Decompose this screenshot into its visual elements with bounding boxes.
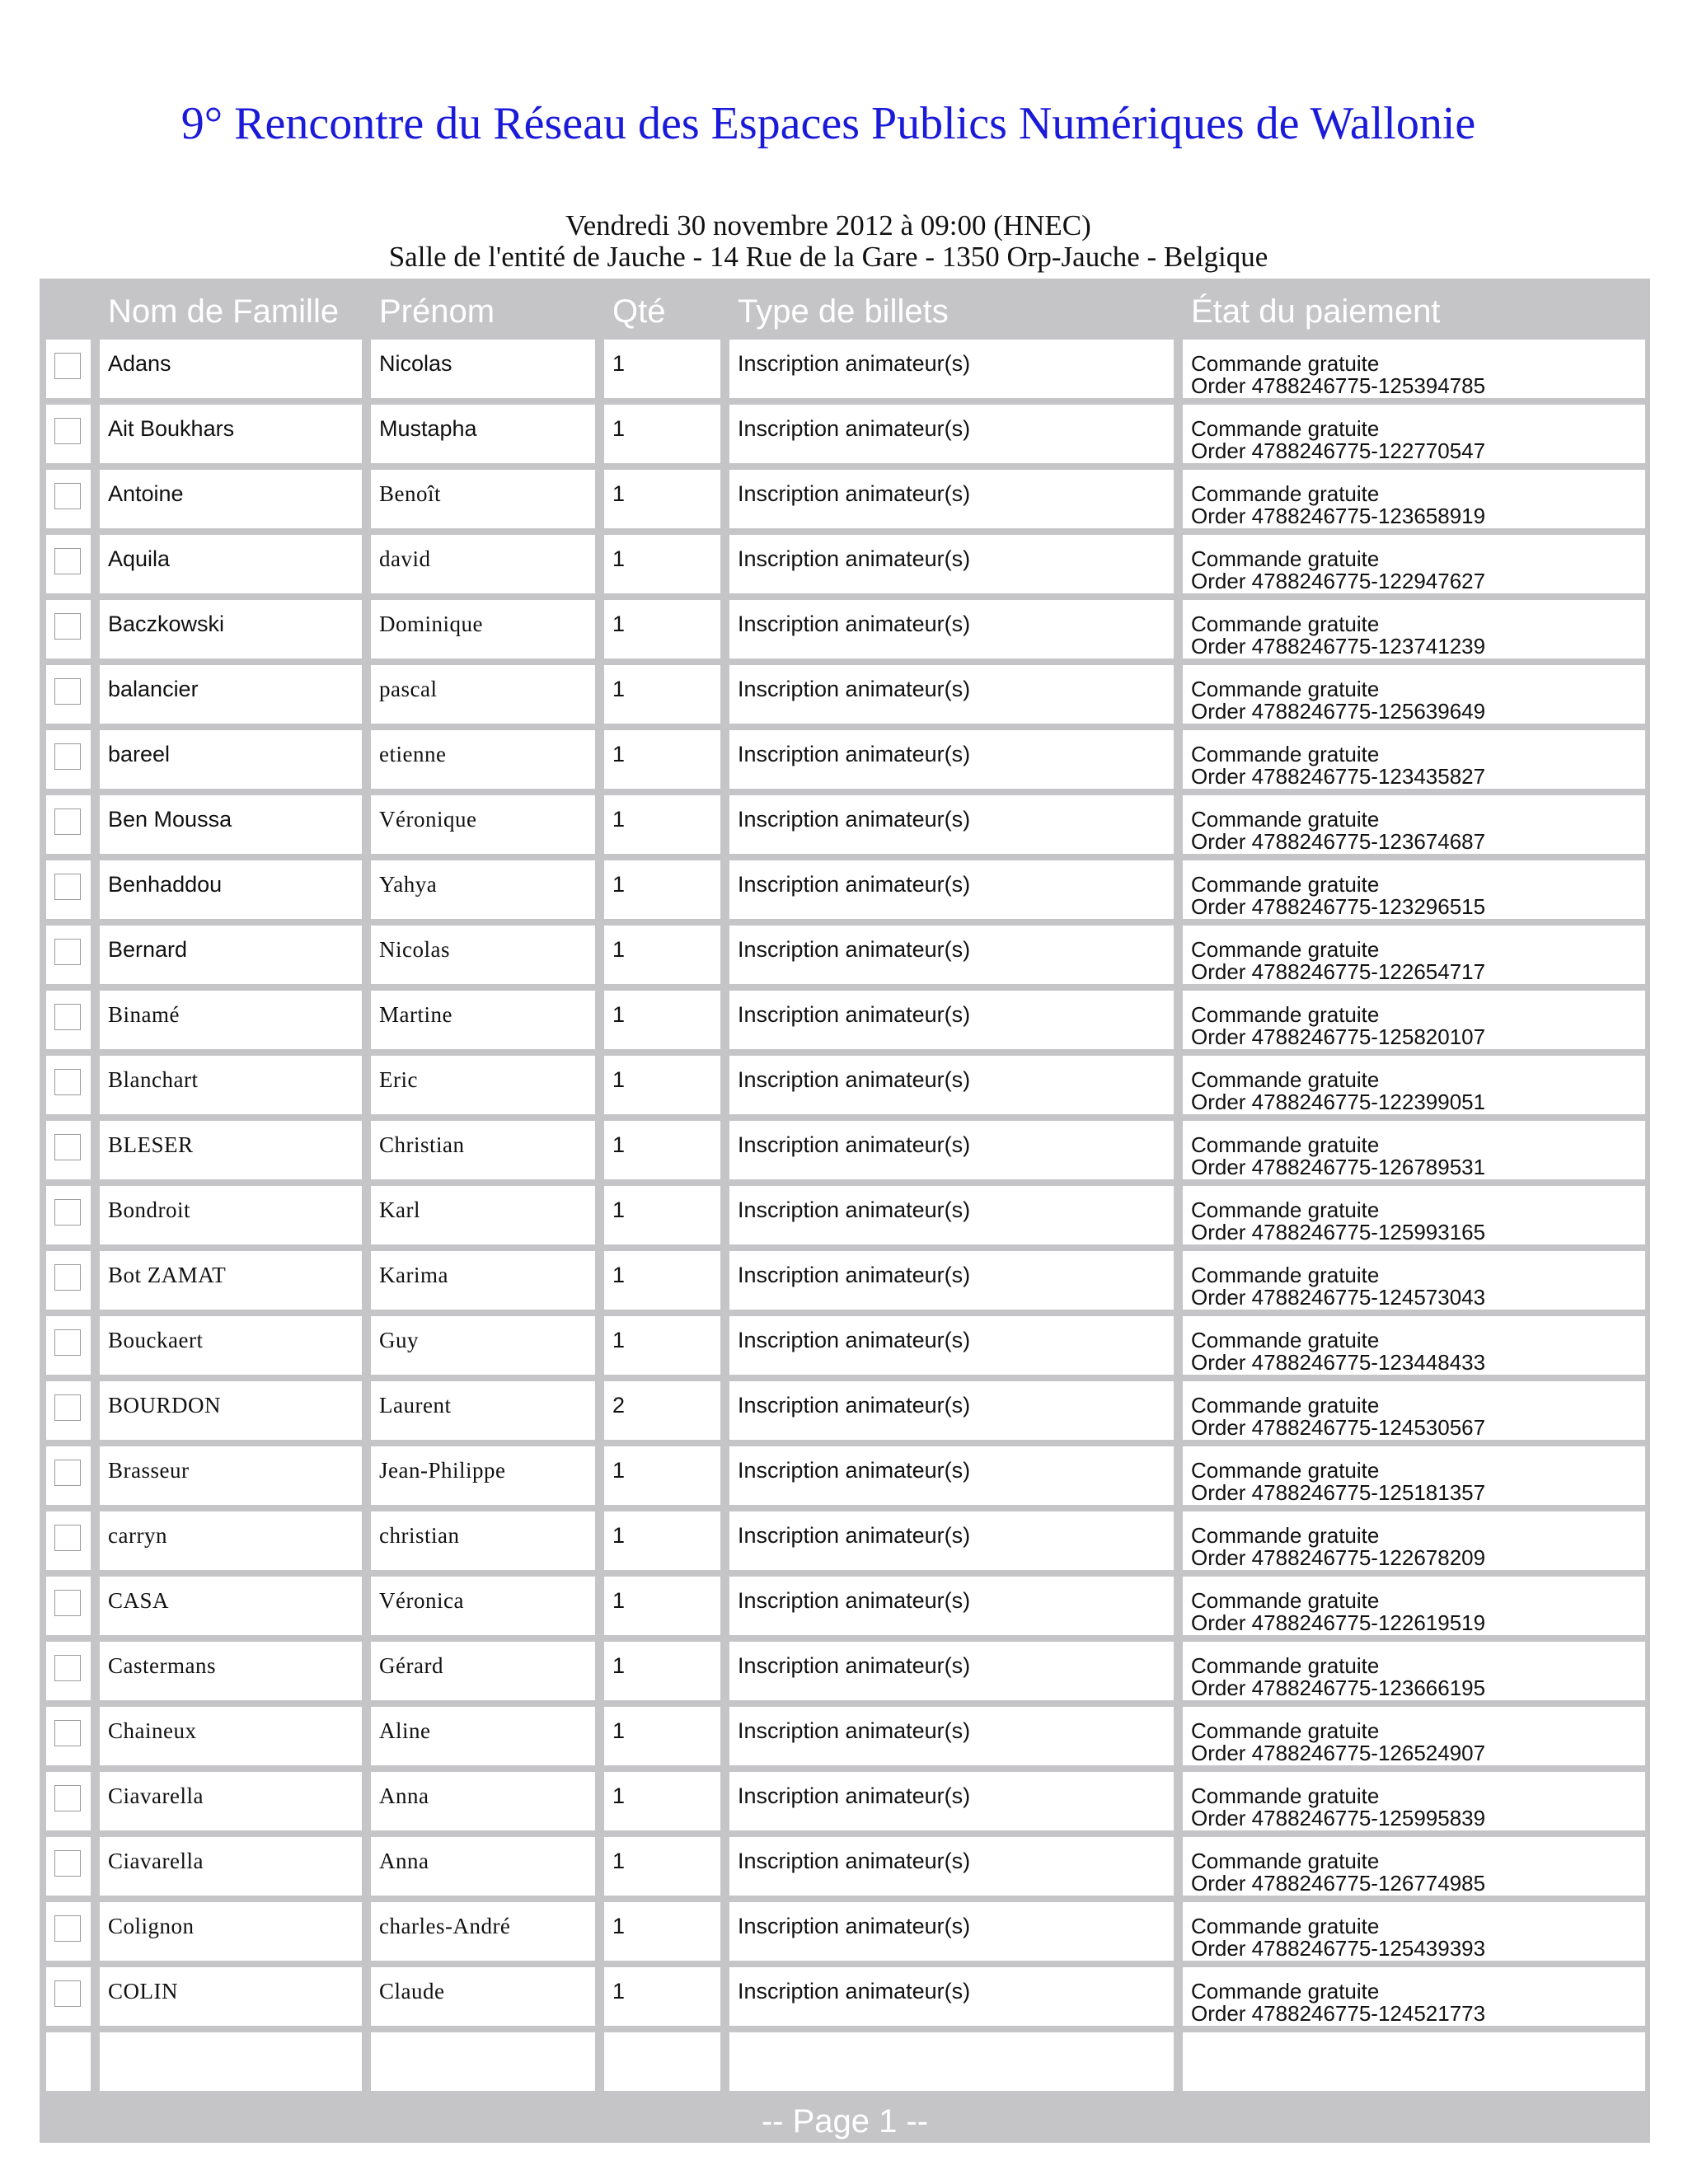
payment-status-cell <box>1183 1902 1645 1961</box>
payment-status-cell <box>1183 1056 1645 1114</box>
checkbox-cell <box>46 926 91 984</box>
order-number: Order 4788246775-126789531 <box>1191 1155 1486 1179</box>
payment-status-cell <box>1183 340 1645 398</box>
last-name-cell: Bot ZAMAT <box>100 1251 362 1310</box>
payment-status-cell <box>1183 535 1645 593</box>
order-number: Order 4788246775-124573043 <box>1191 1285 1486 1310</box>
payment-status-text: Commande gratuite <box>1191 1197 1380 1222</box>
qty-cell: 1 <box>604 1316 720 1375</box>
payment-status-cell <box>1183 1577 1645 1635</box>
attendee-checkbox[interactable] <box>54 1655 81 1681</box>
first-name-cell: Martine <box>371 991 595 1049</box>
payment-status-text: Commande gratuite <box>1191 1523 1380 1548</box>
attendee-checkbox[interactable] <box>54 1915 81 1942</box>
payment-status-cell <box>1183 1251 1645 1310</box>
order-number: Order 4788246775-123435827 <box>1191 764 1486 789</box>
checkbox-cell <box>46 1642 91 1700</box>
event-venue: Salle de l'entité de Jauche - 14 Rue de la Gare - 1350 Orp-Jauche - Belgique <box>388 241 1268 273</box>
checkbox-cell <box>46 1967 91 2026</box>
first-name-cell: Benoît <box>371 470 595 528</box>
checkbox-cell <box>46 2032 91 2091</box>
payment-status-text: Commande gratuite <box>1191 677 1380 701</box>
qty-cell <box>604 2032 720 2091</box>
first-name-cell: Aline <box>371 1707 595 1765</box>
ticket-type-cell: Inscription animateur(s) <box>729 730 1174 789</box>
ticket-type-cell: Inscription animateur(s) <box>729 340 1174 398</box>
first-name-cell: Laurent <box>371 1381 595 1440</box>
last-name-cell: balancier <box>100 665 362 724</box>
table-row <box>40 2032 1650 2091</box>
payment-status-cell <box>1183 730 1645 789</box>
last-name-cell: Bondroit <box>100 1186 362 1244</box>
last-name-cell: Chaineux <box>100 1707 362 1765</box>
attendee-checkbox[interactable] <box>54 1590 81 1616</box>
first-name-cell: Gérard <box>371 1642 595 1700</box>
qty-cell: 1 <box>604 1707 720 1765</box>
table-header <box>40 279 1650 338</box>
attendee-checkbox[interactable] <box>54 1004 81 1030</box>
order-number: Order 4788246775-122678209 <box>1191 1545 1486 1570</box>
payment-status-cell <box>1183 1316 1645 1375</box>
table-row <box>40 1511 1650 1570</box>
attendee-checkbox[interactable] <box>54 1134 81 1160</box>
attendee-checkbox[interactable] <box>54 678 81 705</box>
last-name-cell: Colignon <box>100 1902 362 1961</box>
checkbox-cell <box>46 1577 91 1635</box>
checkbox-cell <box>46 1707 91 1765</box>
ticket-type-cell: Inscription animateur(s) <box>729 1772 1174 1830</box>
last-name-cell: Blanchart <box>100 1056 362 1114</box>
qty-cell: 1 <box>604 1056 720 1114</box>
first-name-cell: Dominique <box>371 600 595 658</box>
checkbox-cell <box>46 535 91 593</box>
last-name-cell: Baczkowski <box>100 600 362 658</box>
attendee-checkbox[interactable] <box>54 1329 81 1356</box>
qty-cell: 1 <box>604 600 720 658</box>
qty-cell: 1 <box>604 926 720 984</box>
order-number: Order 4788246775-122399051 <box>1191 1090 1486 1114</box>
checkbox-cell <box>46 1837 91 1896</box>
first-name-cell: Véronica <box>371 1577 595 1635</box>
page-footer: -- Page 1 -- <box>761 2103 929 2139</box>
qty-cell: 1 <box>604 1577 720 1635</box>
qty-cell: 1 <box>604 1121 720 1179</box>
first-name-cell: charles-André <box>371 1902 595 1961</box>
last-name-cell: Benhaddou <box>100 860 362 919</box>
table-row <box>40 926 1650 984</box>
last-name-cell: Ciavarella <box>100 1837 362 1896</box>
first-name-cell: Véronique <box>371 795 595 854</box>
attendee-table <box>40 279 1650 2143</box>
ticket-type-cell: Inscription animateur(s) <box>729 600 1174 658</box>
payment-status-cell <box>1183 1837 1645 1896</box>
payment-status-text: Commande gratuite <box>1191 1328 1380 1352</box>
payment-status-cell <box>1183 1642 1645 1700</box>
payment-status-cell <box>1183 1381 1645 1440</box>
order-number: Order 4788246775-123666195 <box>1191 1675 1486 1700</box>
qty-cell: 2 <box>604 1381 720 1440</box>
attendee-checkbox[interactable] <box>54 1460 81 1486</box>
ticket-type-cell: Inscription animateur(s) <box>729 1121 1174 1179</box>
ticket-type-cell: Inscription animateur(s) <box>729 795 1174 854</box>
table-row <box>40 535 1650 593</box>
ticket-type-cell: Inscription animateur(s) <box>729 1642 1174 1700</box>
last-name-cell: Ben Moussa <box>100 795 362 854</box>
order-number: Order 4788246775-125995839 <box>1191 1806 1486 1830</box>
last-name-cell: Ait Boukhars <box>100 405 362 463</box>
ticket-type-cell: Inscription animateur(s) <box>729 1251 1174 1310</box>
table-row <box>40 1902 1650 1961</box>
last-name-cell: COLIN <box>100 1967 362 2026</box>
table-row <box>40 860 1650 919</box>
checkbox-cell <box>46 860 91 919</box>
payment-status-cell <box>1183 991 1645 1049</box>
qty-cell: 1 <box>604 470 720 528</box>
last-name-cell: Brasseur <box>100 1446 362 1505</box>
table-row <box>40 340 1650 398</box>
table-row <box>40 1967 1650 2026</box>
payment-status-text: Commande gratuite <box>1191 1588 1380 1613</box>
payment-status-cell <box>1183 2032 1645 2091</box>
last-name-cell: Adans <box>100 340 362 398</box>
qty-cell: 1 <box>604 1967 720 2026</box>
payment-status-text: Commande gratuite <box>1191 546 1380 571</box>
attendee-checkbox[interactable] <box>54 1264 81 1291</box>
order-number: Order 4788246775-122770547 <box>1191 438 1486 463</box>
order-number: Order 4788246775-124530567 <box>1191 1415 1486 1440</box>
last-name-cell: Bouckaert <box>100 1316 362 1375</box>
attendee-checkbox[interactable] <box>54 613 81 640</box>
payment-status-cell <box>1183 600 1645 658</box>
attendee-checkbox[interactable] <box>54 874 81 900</box>
first-name-cell <box>371 2032 595 2091</box>
first-name-cell: Karima <box>371 1251 595 1310</box>
checkbox-cell <box>46 1511 91 1570</box>
last-name-cell: Aquila <box>100 535 362 593</box>
payment-status-cell <box>1183 1511 1645 1570</box>
attendee-checkbox[interactable] <box>54 548 81 574</box>
payment-status-text: Commande gratuite <box>1191 1393 1380 1418</box>
checkbox-cell <box>46 470 91 528</box>
order-number: Order 4788246775-125439393 <box>1191 1936 1486 1961</box>
order-number: Order 4788246775-123658919 <box>1191 504 1486 528</box>
table-row <box>40 1642 1650 1700</box>
payment-status-text: Commande gratuite <box>1191 1783 1380 1808</box>
ticket-type-cell: Inscription animateur(s) <box>729 1902 1174 1961</box>
attendee-checkbox[interactable] <box>54 1394 81 1421</box>
qty-cell: 1 <box>604 1186 720 1244</box>
payment-status-cell <box>1183 1186 1645 1244</box>
attendee-checkbox[interactable] <box>54 418 81 444</box>
qty-cell: 1 <box>604 795 720 854</box>
last-name-cell: Castermans <box>100 1642 362 1700</box>
ticket-type-cell: Inscription animateur(s) <box>729 991 1174 1049</box>
checkbox-cell <box>46 1381 91 1440</box>
payment-status-text: Commande gratuite <box>1191 416 1380 441</box>
first-name-cell: Claude <box>371 1967 595 2026</box>
order-number: Order 4788246775-124521773 <box>1191 2001 1486 2026</box>
payment-status-text: Commande gratuite <box>1191 481 1380 506</box>
table-row <box>40 1121 1650 1179</box>
checkbox-cell <box>46 1186 91 1244</box>
qty-cell: 1 <box>604 1902 720 1961</box>
checkbox-cell <box>46 1251 91 1310</box>
order-number: Order 4788246775-125820107 <box>1191 1024 1486 1049</box>
first-name-cell: Eric <box>371 1056 595 1114</box>
attendee-checkbox[interactable] <box>54 1785 81 1811</box>
table-row <box>40 600 1650 658</box>
ticket-type-cell: Inscription animateur(s) <box>729 1837 1174 1896</box>
ticket-type-cell: Inscription animateur(s) <box>729 405 1174 463</box>
table-row <box>40 1186 1650 1244</box>
first-name-cell: Mustapha <box>371 405 595 463</box>
last-name-cell: Binamé <box>100 991 362 1049</box>
attendee-checkbox[interactable] <box>54 743 81 770</box>
last-name-cell: carryn <box>100 1511 362 1570</box>
table-row <box>40 1837 1650 1896</box>
table-row <box>40 1446 1650 1505</box>
order-number: Order 4788246775-123741239 <box>1191 634 1486 658</box>
payment-status-text: Commande gratuite <box>1191 1849 1380 1873</box>
checkbox-cell <box>46 1316 91 1375</box>
ticket-type-cell: Inscription animateur(s) <box>729 1446 1174 1505</box>
ticket-type-cell: Inscription animateur(s) <box>729 926 1174 984</box>
last-name-cell: CASA <box>100 1577 362 1635</box>
table-row <box>40 1772 1650 1830</box>
checkbox-cell <box>46 340 91 398</box>
payment-status-text: Commande gratuite <box>1191 612 1380 636</box>
table-row <box>40 1381 1650 1440</box>
last-name-cell: bareel <box>100 730 362 789</box>
last-name-cell: BLESER <box>100 1121 362 1179</box>
ticket-type-cell: Inscription animateur(s) <box>729 1577 1174 1635</box>
order-number: Order 4788246775-122947627 <box>1191 569 1486 593</box>
qty-cell: 1 <box>604 340 720 398</box>
attendee-checkbox[interactable] <box>54 353 81 379</box>
order-number: Order 4788246775-125181357 <box>1191 1480 1486 1505</box>
attendee-checkbox[interactable] <box>54 1069 81 1095</box>
checkbox-cell <box>46 991 91 1049</box>
order-number: Order 4788246775-123296515 <box>1191 894 1486 919</box>
qty-cell: 1 <box>604 1837 720 1896</box>
first-name-cell: Guy <box>371 1316 595 1375</box>
checkbox-cell <box>46 405 91 463</box>
payment-status-cell <box>1183 1707 1645 1765</box>
first-name-cell: Karl <box>371 1186 595 1244</box>
checkbox-cell <box>46 1121 91 1179</box>
table-row <box>40 1316 1650 1375</box>
order-number: Order 4788246775-122619519 <box>1191 1610 1486 1635</box>
first-name-cell: christian <box>371 1511 595 1570</box>
attendee-checkbox[interactable] <box>54 939 81 965</box>
payment-status-text: Commande gratuite <box>1191 1132 1380 1157</box>
checkbox-cell <box>46 600 91 658</box>
payment-status-cell <box>1183 926 1645 984</box>
order-number: Order 4788246775-123448433 <box>1191 1350 1486 1375</box>
ticket-type-cell: Inscription animateur(s) <box>729 1186 1174 1244</box>
ticket-type-cell: Inscription animateur(s) <box>729 1511 1174 1570</box>
table-row <box>40 470 1650 528</box>
attendee-checkbox[interactable] <box>54 1980 81 2007</box>
last-name-cell: BOURDON <box>100 1381 362 1440</box>
qty-cell: 1 <box>604 1642 720 1700</box>
table-row <box>40 665 1650 724</box>
payment-status-text: Commande gratuite <box>1191 1979 1380 2004</box>
checkbox-cell <box>46 730 91 789</box>
header-last-name: Nom de Famille <box>108 293 340 330</box>
first-name-cell: Nicolas <box>371 926 595 984</box>
checkbox-cell <box>46 1056 91 1114</box>
qty-cell: 1 <box>604 665 720 724</box>
payment-status-cell <box>1183 1446 1645 1505</box>
payment-status-cell <box>1183 665 1645 724</box>
first-name-cell: Nicolas <box>371 340 595 398</box>
header-qty: Qté <box>612 293 666 330</box>
ticket-type-cell: Inscription animateur(s) <box>729 860 1174 919</box>
first-name-cell: Anna <box>371 1837 595 1896</box>
table-row <box>40 1577 1650 1635</box>
payment-status-text: Commande gratuite <box>1191 351 1380 376</box>
payment-status-text: Commande gratuite <box>1191 1718 1380 1743</box>
payment-status-text: Commande gratuite <box>1191 1914 1380 1938</box>
table-row <box>40 991 1650 1049</box>
checkbox-cell <box>46 795 91 854</box>
table-row <box>40 1707 1650 1765</box>
event-date: Vendredi 30 novembre 2012 à 09:00 (HNEC) <box>565 209 1091 241</box>
header-ticket-type: Type de billets <box>738 293 949 330</box>
order-number: Order 4788246775-125993165 <box>1191 1220 1486 1244</box>
header-first-name: Prénom <box>379 293 495 330</box>
payment-status-cell <box>1183 1121 1645 1179</box>
qty-cell: 1 <box>604 991 720 1049</box>
qty-cell: 1 <box>604 730 720 789</box>
first-name-cell: pascal <box>371 665 595 724</box>
ticket-type-cell: Inscription animateur(s) <box>729 665 1174 724</box>
table-row <box>40 730 1650 789</box>
attendee-checkbox[interactable] <box>54 1199 81 1226</box>
attendee-checkbox[interactable] <box>54 483 81 509</box>
last-name-cell: Ciavarella <box>100 1772 362 1830</box>
checkbox-cell <box>46 1772 91 1830</box>
table-row <box>40 405 1650 463</box>
order-number: Order 4788246775-125394785 <box>1191 373 1486 398</box>
order-number: Order 4788246775-126524907 <box>1191 1741 1486 1765</box>
payment-status-text: Commande gratuite <box>1191 937 1380 962</box>
payment-status-text: Commande gratuite <box>1191 1002 1380 1027</box>
qty-cell: 1 <box>604 535 720 593</box>
payment-status-text: Commande gratuite <box>1191 1458 1380 1483</box>
qty-cell: 1 <box>604 405 720 463</box>
checkbox-cell <box>46 1902 91 1961</box>
checkbox-cell <box>46 665 91 724</box>
last-name-cell: Antoine <box>100 470 362 528</box>
order-number: Order 4788246775-126774985 <box>1191 1871 1486 1896</box>
first-name-cell: Christian <box>371 1121 595 1179</box>
last-name-cell <box>100 2032 362 2091</box>
ticket-type-cell: Inscription animateur(s) <box>729 470 1174 528</box>
attendee-checkbox[interactable] <box>54 1525 81 1551</box>
payment-status-cell <box>1183 470 1645 528</box>
payment-status-text: Commande gratuite <box>1191 807 1380 832</box>
first-name-cell: Anna <box>371 1772 595 1830</box>
ticket-type-cell: Inscription animateur(s) <box>729 1316 1174 1375</box>
qty-cell: 1 <box>604 860 720 919</box>
payment-status-text: Commande gratuite <box>1191 1263 1380 1287</box>
first-name-cell: Yahya <box>371 860 595 919</box>
ticket-type-cell: Inscription animateur(s) <box>729 1381 1174 1440</box>
ticket-type-cell: Inscription animateur(s) <box>729 1967 1174 2026</box>
ticket-type-cell: Inscription animateur(s) <box>729 1707 1174 1765</box>
first-name-cell: etienne <box>371 730 595 789</box>
first-name-cell: Jean-Philippe <box>371 1446 595 1505</box>
payment-status-text: Commande gratuite <box>1191 1067 1380 1092</box>
qty-cell: 1 <box>604 1511 720 1570</box>
first-name-cell: david <box>371 535 595 593</box>
qty-cell: 1 <box>604 1446 720 1505</box>
payment-status-text: Commande gratuite <box>1191 742 1380 766</box>
table-row <box>40 795 1650 854</box>
attendee-checkbox[interactable] <box>54 1720 81 1746</box>
payment-status-text: Commande gratuite <box>1191 872 1380 897</box>
payment-status-cell <box>1183 860 1645 919</box>
qty-cell: 1 <box>604 1772 720 1830</box>
payment-status-cell <box>1183 405 1645 463</box>
table-row <box>40 1056 1650 1114</box>
order-number: Order 4788246775-122654717 <box>1191 959 1486 984</box>
payment-status-cell <box>1183 1967 1645 2026</box>
ticket-type-cell: Inscription animateur(s) <box>729 1056 1174 1114</box>
checkbox-cell <box>46 1446 91 1505</box>
qty-cell: 1 <box>604 1251 720 1310</box>
ticket-type-cell <box>729 2032 1174 2091</box>
payment-status-cell <box>1183 795 1645 854</box>
order-number: Order 4788246775-125639649 <box>1191 699 1486 724</box>
last-name-cell: Bernard <box>100 926 362 984</box>
attendee-checkbox[interactable] <box>54 808 81 835</box>
payment-status-text: Commande gratuite <box>1191 1653 1380 1678</box>
order-number: Order 4788246775-123674687 <box>1191 829 1486 854</box>
attendee-checkbox[interactable] <box>54 1850 81 1877</box>
ticket-type-cell: Inscription animateur(s) <box>729 535 1174 593</box>
page-title: 9° Rencontre du Réseau des Espaces Publics Numériques de Wallonie <box>181 98 1476 149</box>
table-row <box>40 1251 1650 1310</box>
header-payment-status: État du paiement <box>1191 293 1441 330</box>
payment-status-cell <box>1183 1772 1645 1830</box>
